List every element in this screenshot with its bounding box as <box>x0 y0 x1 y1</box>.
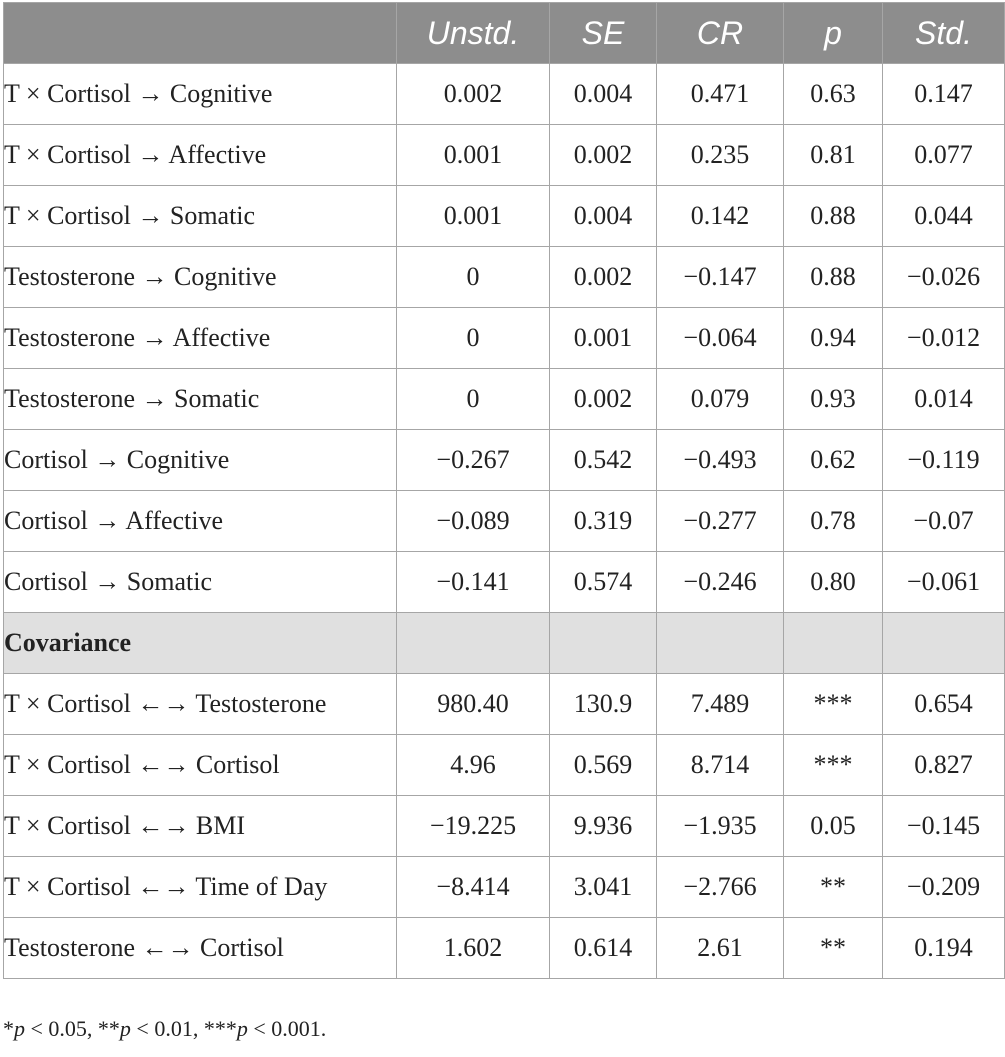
table-row <box>4 491 1005 552</box>
cell-se: 0.542 <box>550 430 657 491</box>
cell-se: 0.004 <box>550 64 657 125</box>
row-label: Testosterone → Cognitive <box>4 247 397 308</box>
header-p: p <box>784 3 883 64</box>
cell-p: *** <box>784 674 883 735</box>
cell-p: 0.63 <box>784 64 883 125</box>
section-empty-cell <box>657 613 784 674</box>
row-label: T × Cortisol → Somatic <box>4 186 397 247</box>
footnote-p-1: p <box>14 1016 25 1041</box>
cell-cr: 0.079 <box>657 369 784 430</box>
cell-se: 0.004 <box>550 186 657 247</box>
table-row <box>4 64 1005 125</box>
row-label: T × Cortisol ←→ BMI <box>4 796 397 857</box>
cell-p: 0.94 <box>784 308 883 369</box>
cell-std: 0.827 <box>883 735 1005 796</box>
cell-cr: 7.489 <box>657 674 784 735</box>
footnote-stars-1: * <box>3 1016 14 1041</box>
cell-std: −0.07 <box>883 491 1005 552</box>
table-row <box>4 308 1005 369</box>
cell-se: 0.319 <box>550 491 657 552</box>
footnote-stars-3: *** <box>203 1016 237 1041</box>
cell-unstd: 0.001 <box>397 125 550 186</box>
results-table <box>3 2 1005 979</box>
row-label: Cortisol → Somatic <box>4 552 397 613</box>
cell-cr: −0.064 <box>657 308 784 369</box>
table-row <box>4 552 1005 613</box>
section-empty-cell <box>883 613 1005 674</box>
cell-unstd: 980.40 <box>397 674 550 735</box>
table-row <box>4 125 1005 186</box>
cell-se: 0.002 <box>550 125 657 186</box>
row-label: T × Cortisol ←→ Time of Day <box>4 857 397 918</box>
row-label: Testosterone → Affective <box>4 308 397 369</box>
cell-unstd: −19.225 <box>397 796 550 857</box>
section-empty-cell <box>784 613 883 674</box>
header-se: SE <box>550 3 657 64</box>
cell-std: −0.209 <box>883 857 1005 918</box>
cell-cr: −0.147 <box>657 247 784 308</box>
cell-unstd: −0.267 <box>397 430 550 491</box>
table-footnote <box>3 1016 326 1042</box>
table-row <box>4 369 1005 430</box>
cell-p: 0.81 <box>784 125 883 186</box>
cell-unstd: 0.001 <box>397 186 550 247</box>
table-row <box>4 186 1005 247</box>
cell-p: 0.88 <box>784 247 883 308</box>
cell-unstd: −0.089 <box>397 491 550 552</box>
cell-unstd: 0.002 <box>397 64 550 125</box>
cell-unstd: 1.602 <box>397 918 550 979</box>
cell-unstd: 4.96 <box>397 735 550 796</box>
table-row <box>4 857 1005 918</box>
section-row-covariance <box>4 613 1005 674</box>
table-row <box>4 430 1005 491</box>
footnote-text-2: < 0.01, <box>130 1016 204 1041</box>
cell-p: 0.62 <box>784 430 883 491</box>
row-label: T × Cortisol ←→ Testosterone <box>4 674 397 735</box>
cell-std: 0.077 <box>883 125 1005 186</box>
cell-unstd: 0 <box>397 247 550 308</box>
header-std: Std. <box>883 3 1005 64</box>
cell-p: 0.05 <box>784 796 883 857</box>
cell-p: 0.78 <box>784 491 883 552</box>
cell-p: ** <box>784 857 883 918</box>
cell-p: 0.80 <box>784 552 883 613</box>
row-label: T × Cortisol ←→ Cortisol <box>4 735 397 796</box>
cell-std: −0.061 <box>883 552 1005 613</box>
cell-se: 0.002 <box>550 247 657 308</box>
table-row <box>4 674 1005 735</box>
cell-se: 9.936 <box>550 796 657 857</box>
section-label: Covariance <box>4 613 397 674</box>
cell-unstd: 0 <box>397 369 550 430</box>
cell-std: −0.012 <box>883 308 1005 369</box>
row-label: Testosterone ←→ Cortisol <box>4 918 397 979</box>
cell-cr: −2.766 <box>657 857 784 918</box>
cell-unstd: −8.414 <box>397 857 550 918</box>
cell-cr: 8.714 <box>657 735 784 796</box>
cell-cr: −0.277 <box>657 491 784 552</box>
cell-p: 0.88 <box>784 186 883 247</box>
cell-cr: 0.235 <box>657 125 784 186</box>
cell-cr: −0.493 <box>657 430 784 491</box>
cell-se: 0.001 <box>550 308 657 369</box>
cell-std: −0.145 <box>883 796 1005 857</box>
header-cr: CR <box>657 3 784 64</box>
cell-std: 0.654 <box>883 674 1005 735</box>
cell-std: −0.026 <box>883 247 1005 308</box>
cell-p: 0.93 <box>784 369 883 430</box>
cell-cr: 0.142 <box>657 186 784 247</box>
footnote-p-2: p <box>119 1016 131 1041</box>
row-label: Cortisol → Cognitive <box>4 430 397 491</box>
cell-std: 0.044 <box>883 186 1005 247</box>
cell-se: 0.002 <box>550 369 657 430</box>
cell-cr: 2.61 <box>657 918 784 979</box>
cell-se: 3.041 <box>550 857 657 918</box>
cell-cr: −1.935 <box>657 796 784 857</box>
footnote-text-3: < 0.001. <box>247 1016 327 1041</box>
cell-se: 0.569 <box>550 735 657 796</box>
row-label: Cortisol → Affective <box>4 491 397 552</box>
cell-unstd: −0.141 <box>397 552 550 613</box>
cell-p: ** <box>784 918 883 979</box>
row-label: Testosterone → Somatic <box>4 369 397 430</box>
header-unstd: Unstd. <box>397 3 550 64</box>
footnote-text-1: < 0.05, <box>25 1016 98 1041</box>
section-empty-cell <box>397 613 550 674</box>
cell-std: 0.194 <box>883 918 1005 979</box>
cell-std: 0.147 <box>883 64 1005 125</box>
row-label: T × Cortisol → Affective <box>4 125 397 186</box>
cell-unstd: 0 <box>397 308 550 369</box>
cell-se: 0.614 <box>550 918 657 979</box>
cell-std: 0.014 <box>883 369 1005 430</box>
section-empty-cell <box>550 613 657 674</box>
table-row <box>4 918 1005 979</box>
header-row <box>4 3 1005 64</box>
table-row <box>4 796 1005 857</box>
cell-se: 0.574 <box>550 552 657 613</box>
footnote-p-3: p <box>236 1016 248 1041</box>
header-label <box>4 3 397 64</box>
cell-std: −0.119 <box>883 430 1005 491</box>
cell-se: 130.9 <box>550 674 657 735</box>
footnote-stars-2: ** <box>97 1016 120 1041</box>
cell-cr: −0.246 <box>657 552 784 613</box>
row-label: T × Cortisol → Cognitive <box>4 64 397 125</box>
table-row <box>4 247 1005 308</box>
cell-cr: 0.471 <box>657 64 784 125</box>
table-row <box>4 735 1005 796</box>
cell-p: *** <box>784 735 883 796</box>
